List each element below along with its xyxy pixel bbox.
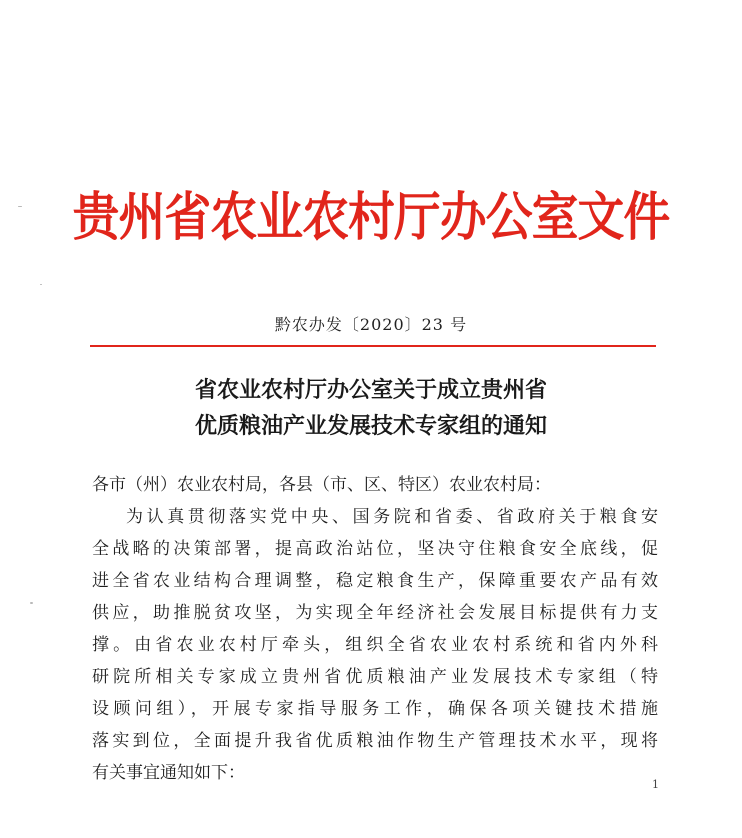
scan-speck: [30, 602, 33, 604]
document-number: 黔农办发〔2020〕23 号: [274, 315, 468, 334]
body-line: 设顾问组），开展专家指导服务工作，确保各项关键技术措施: [92, 699, 658, 719]
body-line: 落实到位，全面提升我省优质粮油作物生产管理技术水平，现将: [92, 731, 658, 751]
body-line: 进全省农业结构合理调整，稳定粮食生产，保障重要农产品有效: [92, 571, 658, 591]
issuer-header-title: 贵州省农业农村厅办公室文件: [72, 187, 670, 248]
body-line: 研院所相关专家成立贵州省优质粮油产业发展技术专家组（特: [92, 667, 658, 687]
document-title: [0, 372, 742, 444]
body-line: 撑。由省农业农村厅牵头，组织全省农业农村系统和省内外科: [92, 635, 658, 655]
body-line: 全战略的决策部署，提高政治站位，坚决守住粮食安全底线，促: [92, 539, 658, 559]
document-title-line-2: 优质粮油产业发展技术专家组的通知: [194, 413, 547, 439]
body-line: 为认真贯彻落实党中央、国务院和省委、省政府关于粮食安: [126, 507, 658, 527]
salutation-line: 各市（州）农业农村局，各县（市、区、特区）农业农村局：: [92, 475, 551, 495]
document-body: [92, 472, 658, 792]
red-separator-line: [90, 345, 656, 347]
body-line: 供应，助推脱贫攻坚，为实现全年经济社会发展目标提供有力支: [92, 603, 658, 623]
document-title-line-1: 省农业农村厅办公室关于成立贵州省: [194, 377, 547, 403]
scan-speck: [18, 206, 22, 207]
page-number: 1: [652, 778, 659, 791]
scan-speck: [40, 284, 42, 285]
body-line: 有关事宜通知如下：: [92, 763, 245, 783]
